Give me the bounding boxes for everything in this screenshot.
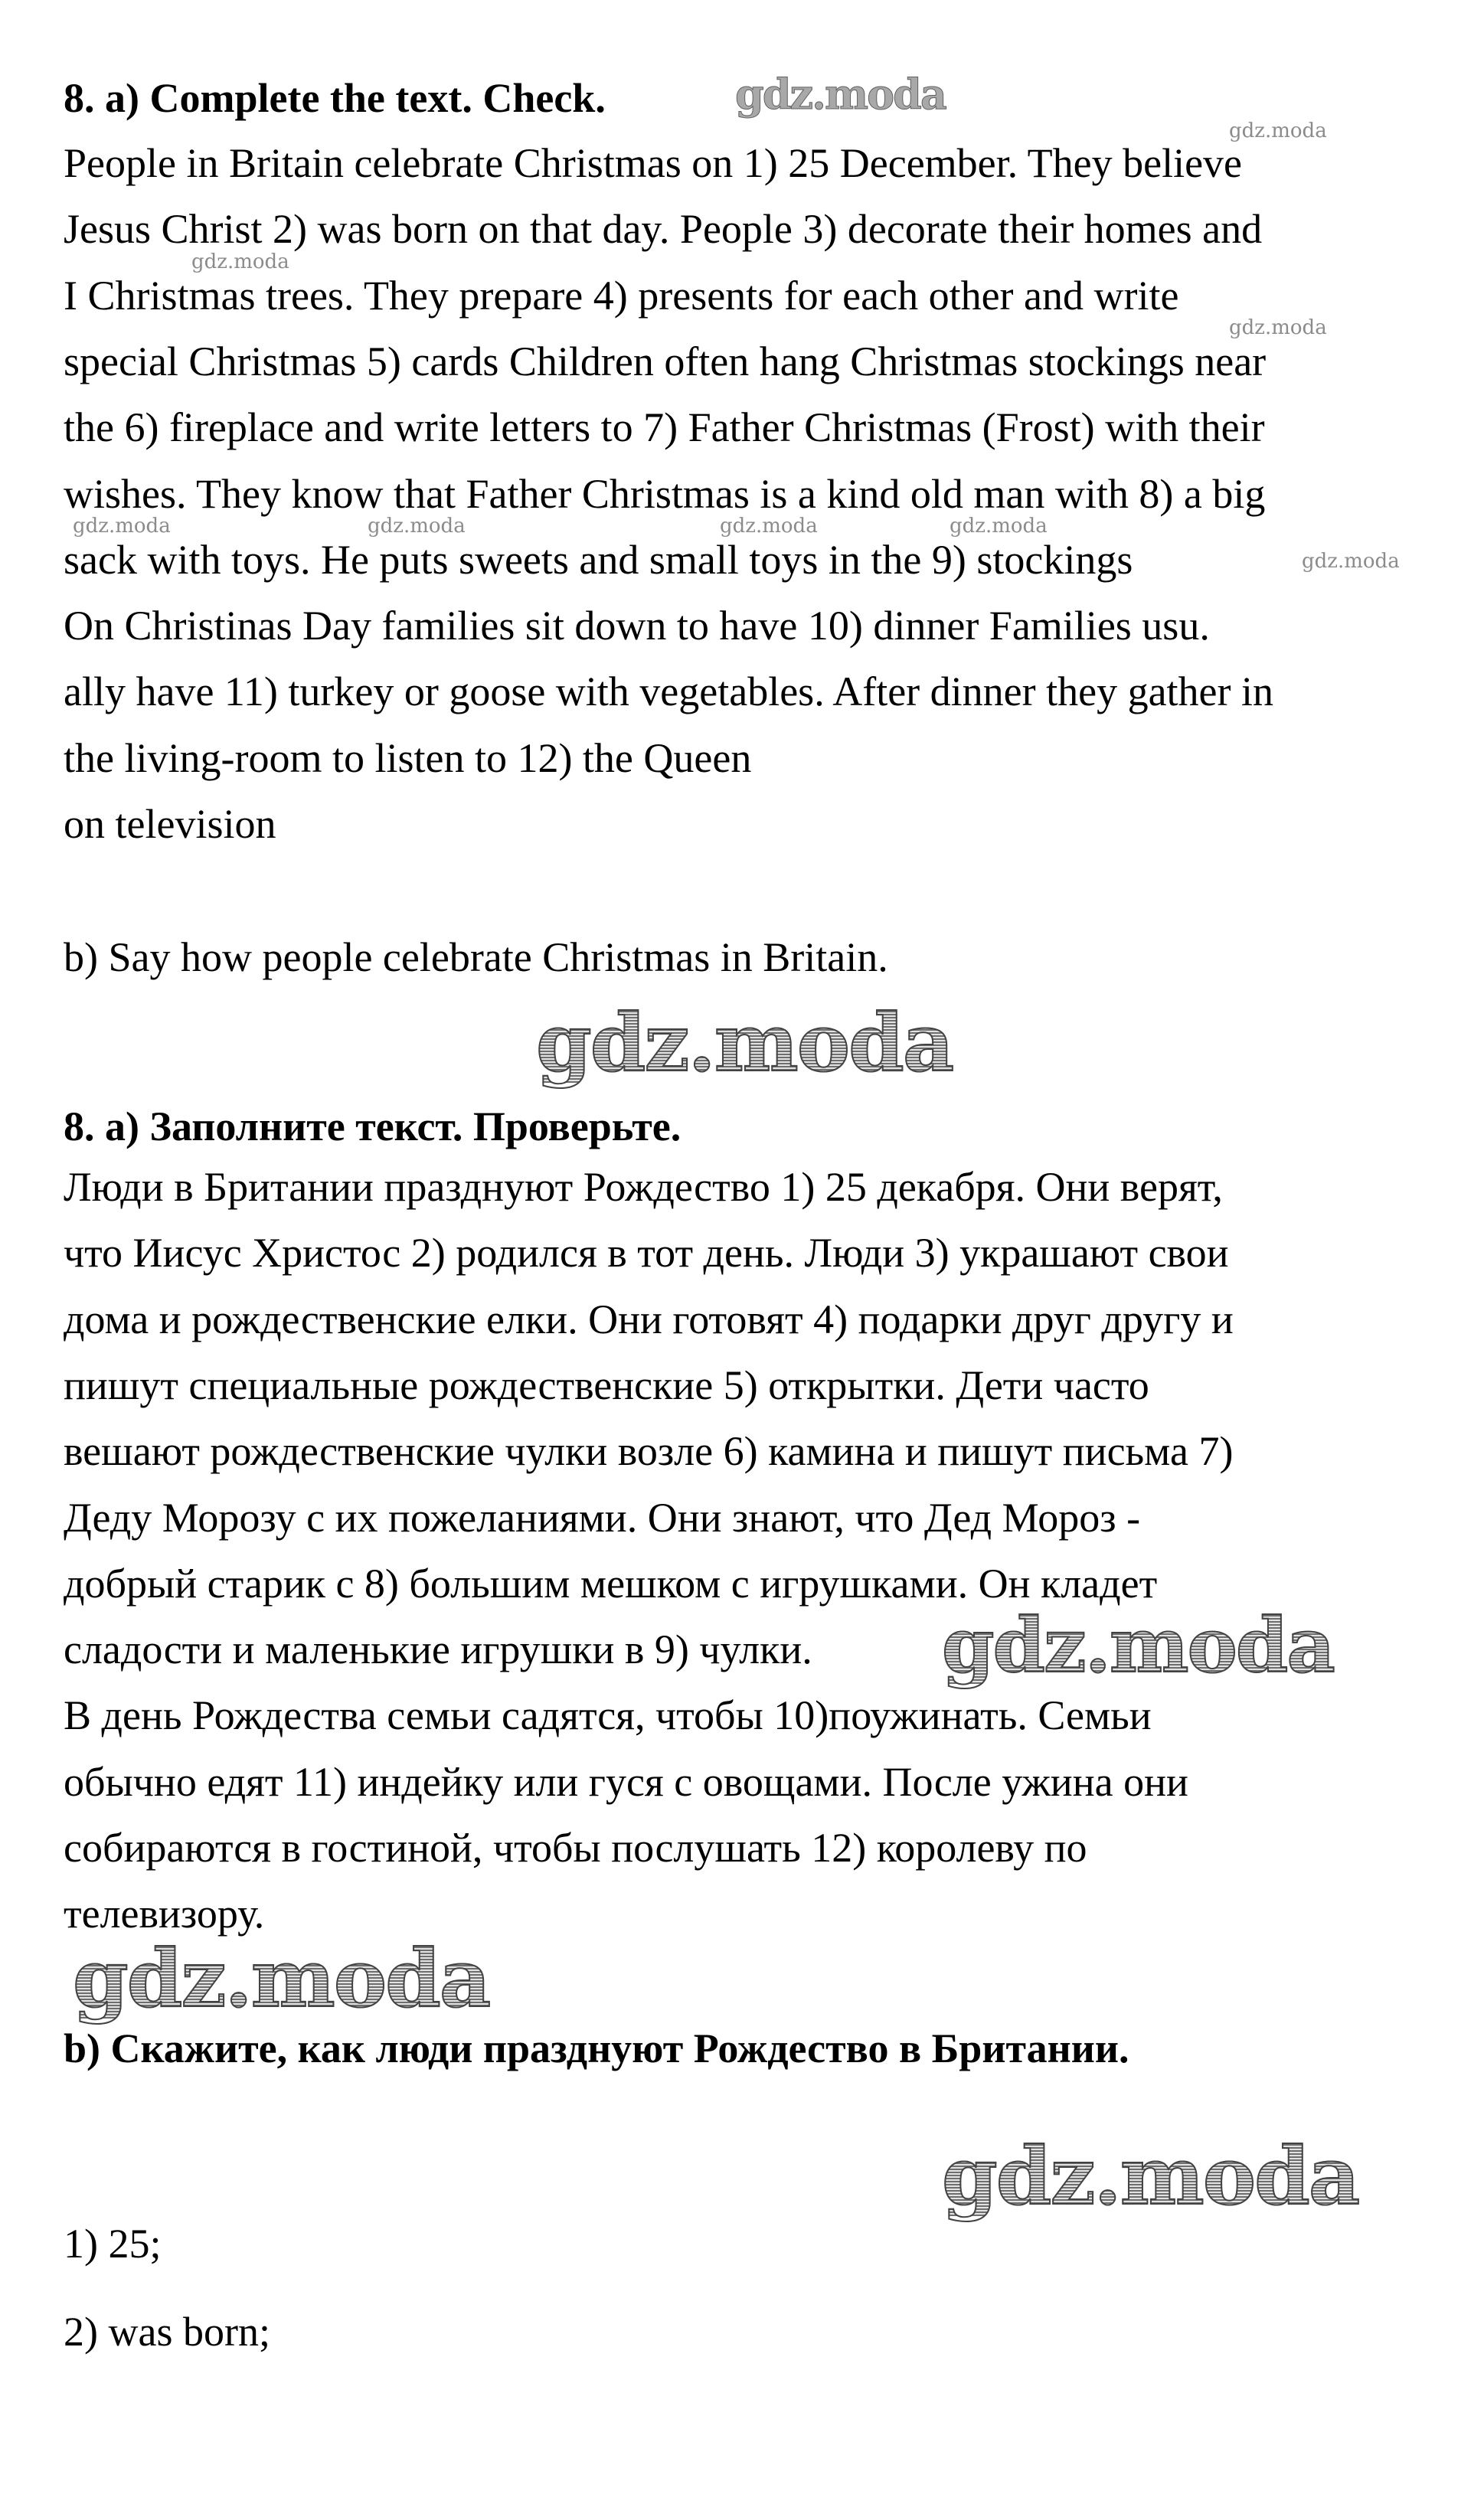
watermark-logo: gdz.moda [1302,550,1400,573]
text-line: сладости и маленькие игрушки в 9) чулки. [64,1626,812,1672]
text-line: sack with toys. He puts sweets and small toys in the 9) stockings [64,537,1133,583]
watermark-logo: gdz.moda [536,995,953,1090]
watermark-logo: gdz.moda [735,70,946,119]
text-line: People in Britain celebrate Christmas on 1) 25 December. They believe [64,140,1243,186]
text-line: собираются в гостиной, чтобы послушать 12) королеву по [64,1825,1087,1871]
watermark-logo: gdz.moda [720,515,818,538]
english-task-b: b) Say how people celebrate Christmas in Britain. [64,934,888,980]
text-line: дома и рождественские елки. Они готовят 4) подарки друг другу и [64,1296,1234,1342]
text-line: Деду Морозу с их пожеланиями. Они знают, что Дед Мороз - [64,1495,1141,1541]
watermark-logo: gdz.moda [191,250,289,273]
answer-2: 2) was born; [64,2309,270,2355]
answer-1: 1) 25; [64,2221,162,2267]
watermark-logo: gdz.moda [73,515,171,538]
text-line: I Christmas trees. They prepare 4) presents for each other and write [64,273,1179,319]
text-line: что Иисус Христос 2) родился в тот день. Люди 3) украшают свои [64,1230,1229,1276]
text-line: вешают рождественские чулки возле 6) камина и пишут письма 7) [64,1428,1234,1474]
watermark-logo: gdz.moda [950,515,1048,538]
text-line: Jesus Christ 2) was born on that day. People 3) decorate their homes and [64,206,1263,252]
text-line: обычно едят 11) индейку или гуся с овощами. После ужина они [64,1759,1188,1805]
text-line: wishes. They know that Father Christmas is a kind old man with 8) a big [64,471,1266,517]
text-line: телевизору. [64,1891,265,1937]
russian-title: 8. а) Заполните текст. Проверьте. [64,1103,682,1149]
text-line: Люди в Британии празднуют Рождество 1) 25 декабря. Они верят, [64,1164,1223,1210]
text-line: On Christinas Day families sit down to have 10) dinner Families usu. [64,603,1210,649]
watermark-logo: gdz.moda [942,2129,1359,2223]
text-line: В день Рождества семьи садятся, чтобы 10)поужинать. Семьи [64,1692,1152,1738]
watermark-logo: gdz.moda [73,1931,490,2025]
russian-task-b: b) Скажите, как люди празднуют Рождество в Британии. [64,2025,1129,2071]
watermark-logo: gdz.moda [1229,119,1327,142]
text-line: пишут специальные рождественские 5) открытки. Дети часто [64,1362,1149,1408]
text-line: ally have 11) turkey or goose with vegetables. After dinner they gather in [64,668,1274,714]
watermark-logo: gdz.moda [1229,316,1327,339]
text-line: the living-room to listen to 12) the Queen [64,735,752,781]
text-line: on television [64,801,276,847]
text-line: добрый старик с 8) большим мешком с игрушками. Он кладет [64,1561,1158,1607]
watermark-logo: gdz.moda [368,515,466,538]
text-line: special Christmas 5) cards Children often hang Christmas stockings near [64,338,1267,384]
watermark-logo: gdz.moda [942,1602,1334,1690]
text-line: the 6) fireplace and write letters to 7) Father Christmas (Frost) with their [64,404,1265,450]
english-title: 8. a) Complete the text. Check. [64,75,606,121]
